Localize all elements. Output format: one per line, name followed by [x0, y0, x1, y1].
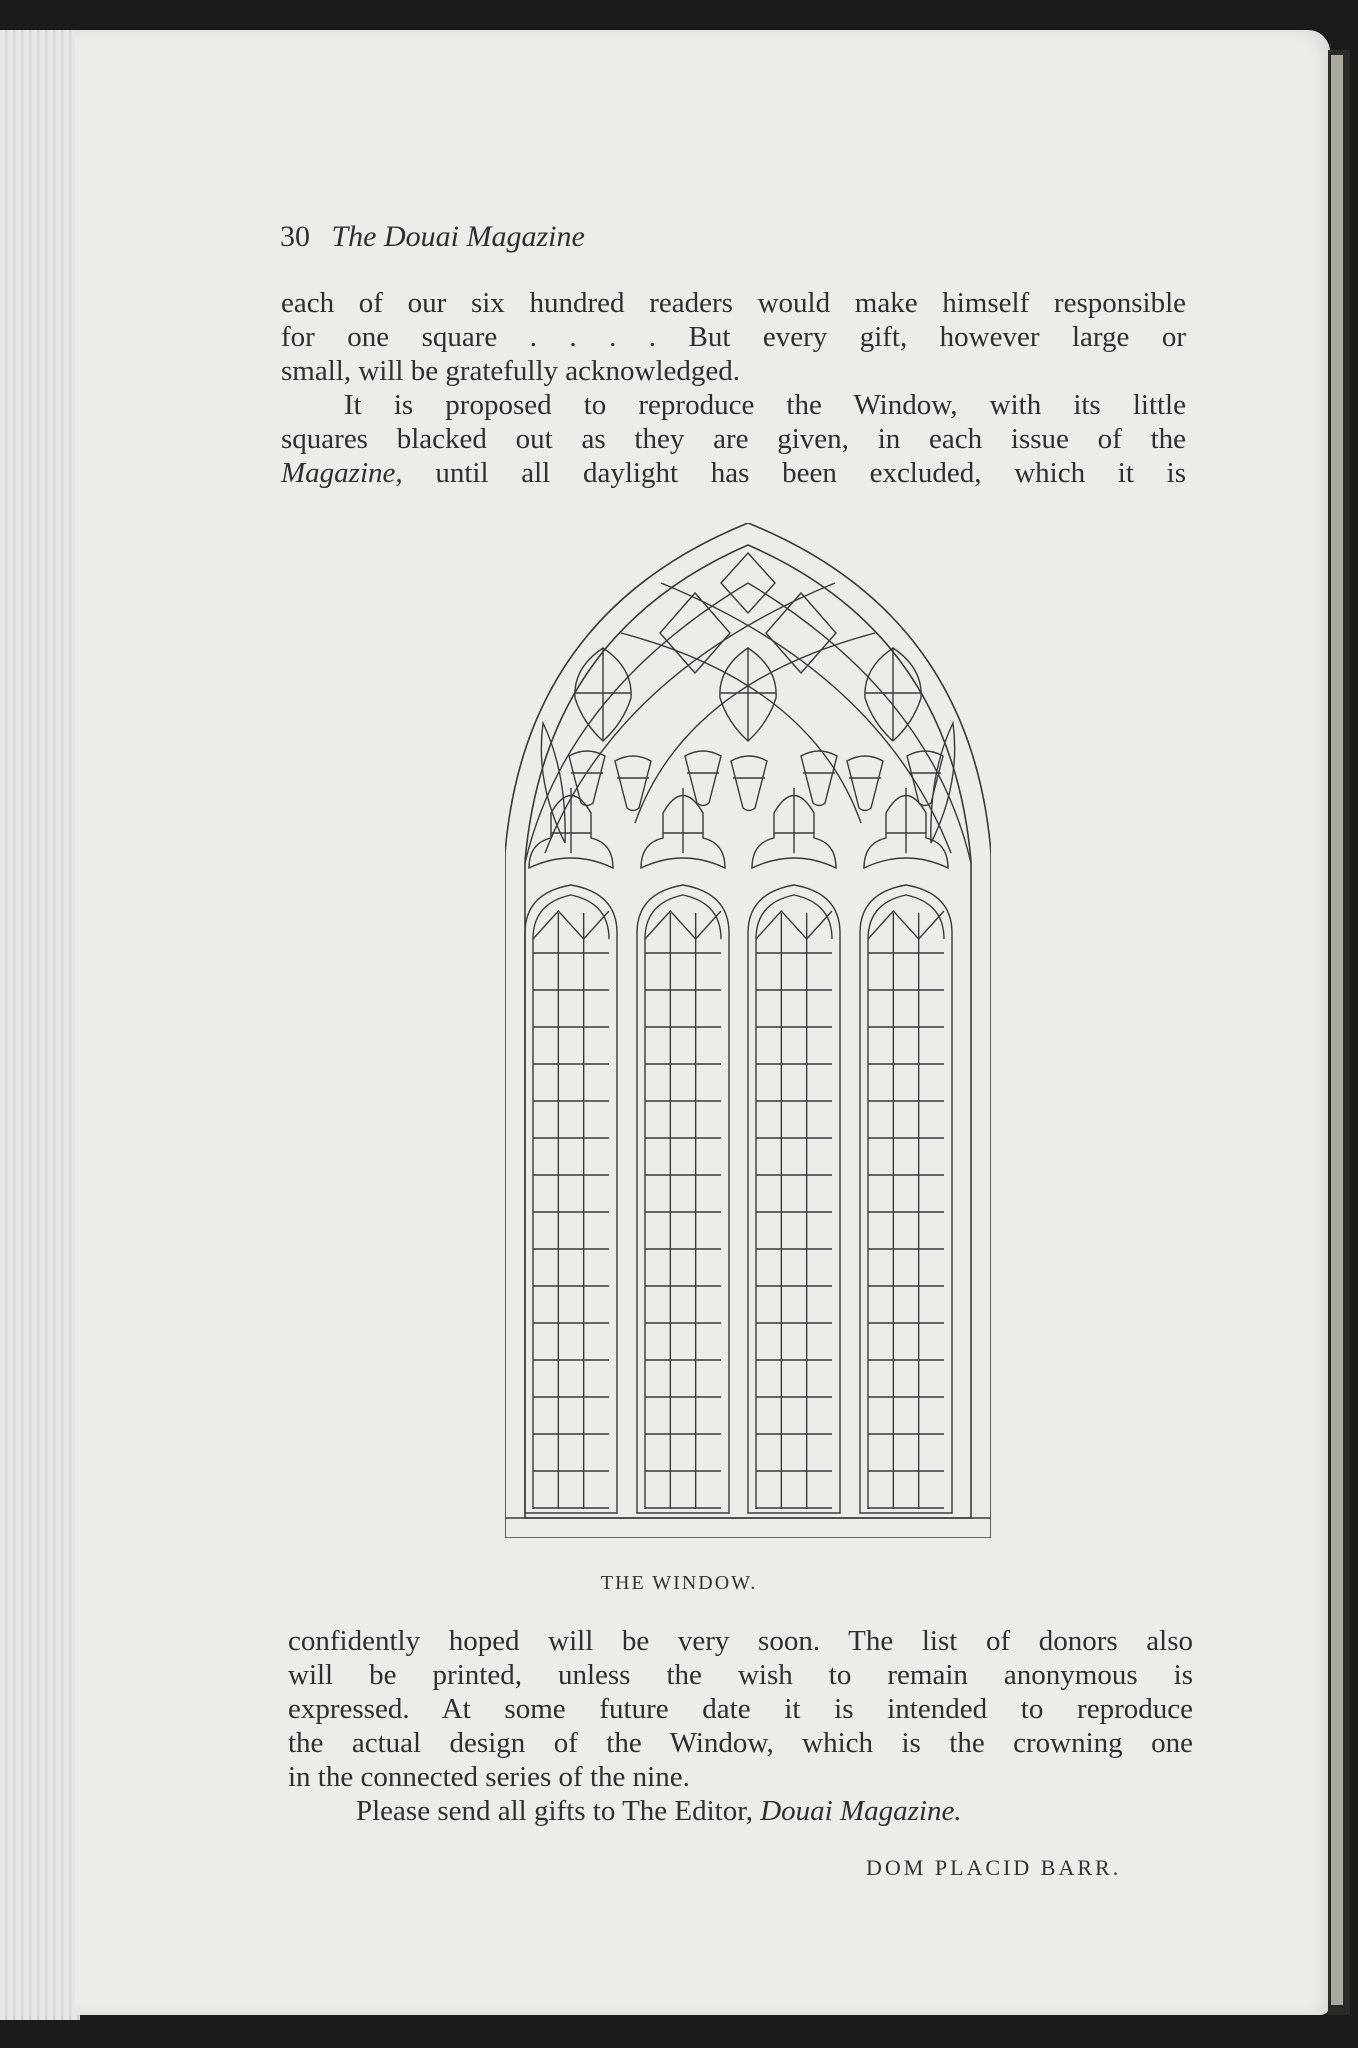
lancet-inner — [645, 895, 721, 1509]
text-line: squares blacked out as they are given, in each issue of the — [281, 423, 1186, 455]
lancet-inner — [756, 895, 832, 1509]
text-line: each of our six hundred readers would make himself responsible — [281, 287, 1186, 319]
tracery-dagger — [615, 756, 651, 811]
stacked-page-edges — [0, 30, 80, 2020]
figure-caption: THE WINDOW. — [600, 1572, 758, 1594]
text-run: Please send all gifts to The Editor, — [356, 1795, 761, 1827]
text-line: It is proposed to reproduce the Window, with its little — [344, 389, 1186, 421]
lancet-outline — [860, 885, 952, 1513]
text-line: expressed. At some future date it is intended to reproduce — [288, 1693, 1193, 1725]
text-line: for one square . . . . But every gift, however large or — [281, 321, 1186, 353]
paragraph-bottom — [288, 1624, 1193, 1794]
magazine-italic: Douai Magazine. — [760, 1795, 962, 1827]
lancet-outline — [748, 885, 840, 1513]
lancet-cusp — [533, 911, 609, 939]
magazine-title: The Douai Magazine — [331, 220, 585, 253]
running-header — [280, 220, 585, 254]
lancet-inner — [868, 895, 944, 1509]
text-line: confidently hoped will be very soon. The list of donors also — [288, 1625, 1193, 1657]
tracery-dagger — [569, 751, 605, 806]
next-page-edge — [1331, 55, 1343, 2005]
paragraph-top — [281, 286, 1186, 388]
text-line: will be printed, unless the wish to remain anonymous is — [288, 1659, 1193, 1691]
text-line — [281, 456, 1186, 490]
magazine-italic: Magazine, — [281, 457, 403, 489]
text-run: until all daylight has been excluded, which it is — [402, 457, 1186, 489]
page-number: 30 — [280, 220, 310, 253]
lancets — [525, 885, 952, 1513]
text-line: the actual design of the Window, which is the crowning one — [288, 1727, 1193, 1759]
lancet-cusp — [868, 911, 944, 939]
paragraph-second — [281, 388, 1186, 490]
lancet-outline — [637, 885, 729, 1513]
text-line: in the connected series of the nine. — [288, 1761, 690, 1793]
paragraph-last — [356, 1794, 962, 1828]
gothic-window-drawing — [505, 523, 991, 1538]
tracery-dagger — [801, 751, 837, 806]
author-signature: DOM PLACID BARR. — [866, 1855, 1122, 1880]
text-line: small, will be gratefully acknowledged. — [281, 355, 741, 387]
lancet-inner — [533, 895, 609, 1509]
lancet-cusp — [756, 911, 832, 939]
lancet-cusp — [645, 911, 721, 939]
tracery — [525, 553, 971, 868]
tracery-dagger — [731, 756, 767, 811]
tracery-arch — [621, 633, 861, 823]
lancet-outline — [525, 885, 617, 1513]
tracery-arch — [635, 633, 875, 823]
